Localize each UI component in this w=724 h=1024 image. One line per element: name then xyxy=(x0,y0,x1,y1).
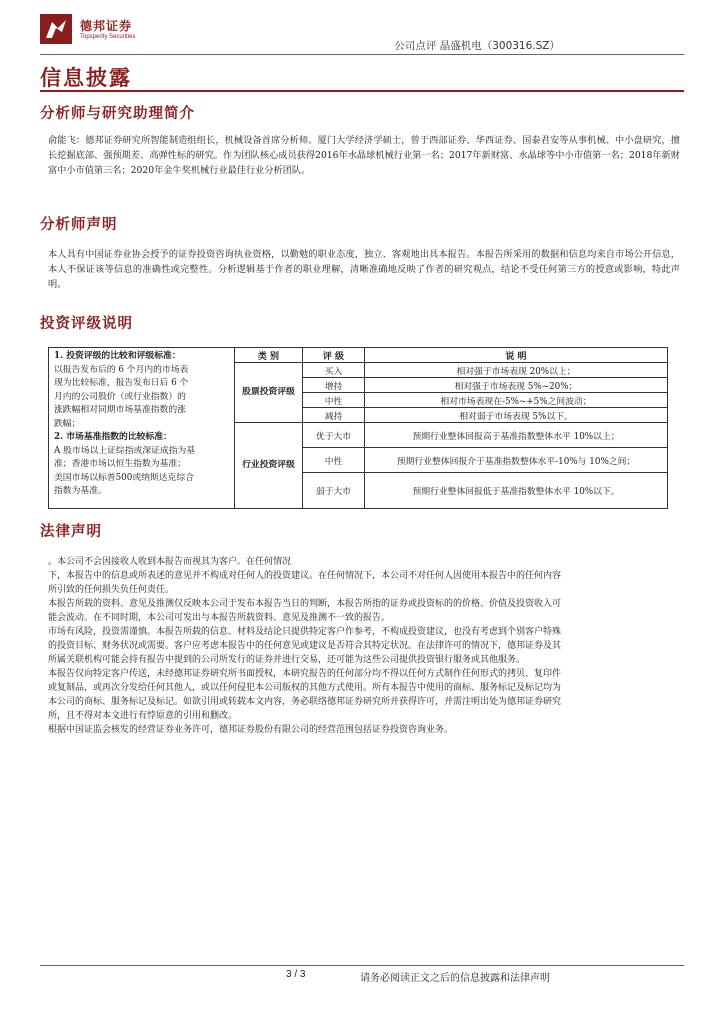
legal-line: 或复制品，或再次分发给任何其他人，或以任何侵犯本公司版权的其他方式使用。所有本报告中使用的商标、服务标记及标记均为 xyxy=(48,683,562,693)
grade-description: 相对市场表现在-5%~+5%之间波动； xyxy=(365,393,668,408)
rating-table xyxy=(48,347,668,509)
page-number: 3 / 3 xyxy=(286,969,306,980)
analyst-intro-text: 俞能飞：德邦证券研究所智能制造组组长，机械设备首席分析师。厦门大学经济学硕士，曾于西部证券、华西证券、国泰君安等从事机械、中小盘研究，擅长挖掘底部、强预期差、高弹性标的研究。作为团队核心成员获得2016年水晶球机械行业第一名；2017年新财富、水晶球等中小市值第一名；2018年新财富中小市值第三名；2020年金牛奖机械行业最佳行业分析团队。 xyxy=(48,135,680,176)
company-logo xyxy=(40,14,170,46)
section-title-analyst-intro: 分析师与研究助理简介 xyxy=(40,106,195,122)
title-divider xyxy=(40,90,684,92)
legal-line: 所属关联机构可能会持有报告中提到的公司所发行的证券并进行交易，还可能为这些公司提供投资银行服务或其他服务。 xyxy=(48,655,526,665)
grade-cell: 增持 xyxy=(303,378,365,393)
legal-line: 的投资目标、财务状况或需要。客户应考虑本报告中的任何意见或建议是否符合其特定状况。在法律许可的情况下，德邦证券及其 xyxy=(48,641,562,651)
report-reference: 公司点评 晶盛机电（300316.SZ） xyxy=(394,40,560,52)
section-title-rating: 投资评级说明 xyxy=(40,316,133,332)
header-divider xyxy=(40,54,684,55)
grade-cell: 买入 xyxy=(303,363,365,378)
section-title-legal: 法律声明 xyxy=(40,524,102,540)
legal-line: 本报告仅向特定客户传送，未经德邦证券研究所书面授权，本研究报告的任何部分均不得以任何方式制作任何形式的拷贝、复印件 xyxy=(48,669,562,679)
page-header xyxy=(40,14,684,56)
industry-rating-category: 行业投资评级 xyxy=(235,423,303,509)
section-title-analyst-statement: 分析师声明 xyxy=(40,217,118,233)
grade-description: 相对弱于市场表现 5%以下。 xyxy=(365,408,668,423)
grade-cell: 中性 xyxy=(303,448,365,473)
criteria-line: 跌幅； xyxy=(54,418,81,429)
stock-rating-category: 股票投资评级 xyxy=(235,363,303,423)
logo-mark-icon xyxy=(40,14,72,44)
grade-description: 预期行业整体回报低于基准指数整体水平 10%以下。 xyxy=(365,473,668,509)
legal-line: 下，本报告中的信息或所表述的意见并不构成对任何人的投资建议。在任何情况下，本公司不对任何人因使用本报告中的任何内容 xyxy=(48,571,562,581)
legal-line: 根据中国证监会核发的经营证券业务许可，德邦证券股份有限公司的经营范围包括证券投资咨询业务。 xyxy=(48,725,454,735)
criteria-line: 指数为基准。 xyxy=(54,486,107,496)
criteria-line: 月内的公司股价（或行业指数）的 xyxy=(54,391,186,402)
grade-description: 预期行业整体回报介于基准指数整体水平-10%与 10%之间； xyxy=(365,448,668,473)
header-grade: 评 级 xyxy=(303,348,365,363)
criteria-line: 准；香港市场以恒生指数为基准； xyxy=(54,459,186,469)
page-title: 信息披露 xyxy=(40,66,132,90)
legal-line: 市场有风险，投资需谨慎。本报告所载的信息、材料及结论只提供特定客户作参考，不构成投资建议，也没有考虑到个别客户特殊 xyxy=(48,627,562,637)
grade-cell: 弱于大市 xyxy=(303,473,365,509)
legal-line: 所，且不得对本文进行有悖原意的引用和删改。 xyxy=(48,711,238,721)
analyst-statement-text: 本人具有中国证券业协会授予的证券投资咨询执业资格，以勤勉的职业态度，独立、客观地出具本报告。本报告所采用的数据和信息均来自市场公开信息，本人不保证该等信息的准确性或完整性。分析逻辑基于作者的职业理解，清晰准确地反映了作者的研究观点，结论不受任何第三方的授意或影响，特此声明。 xyxy=(48,249,680,290)
legal-line: 。本公司不会因接收人收到本报告而视其为客户。在任何情况 xyxy=(48,557,292,567)
criteria-line: 涨跌幅相对同期市场基准指数的涨 xyxy=(54,405,186,415)
legal-line: 能会波动。在不同时期，本公司可发出与本报告所载资料、意见及推测不一致的报告。 xyxy=(48,613,391,623)
grade-description: 预期行业整体回报高于基准指数整体水平 10%以上； xyxy=(365,423,668,448)
grade-cell: 中性 xyxy=(303,393,365,408)
header-category: 类 别 xyxy=(235,348,303,363)
logo-text-en: Topsperity Securities xyxy=(80,34,136,40)
criteria-line: A 股市场以上证综指或深证成指为基 xyxy=(54,445,196,456)
grade-description: 相对强于市场表现 20%以上； xyxy=(365,363,668,378)
legal-line: 所引致的任何损失负任何责任。 xyxy=(48,585,175,595)
legal-line: 本公司的商标、服务标记及标记。如欲引用或转载本文内容，务必联络德邦证券研究所并获得许可，并需注明出处为德邦证券研究 xyxy=(48,697,562,707)
grade-description: 相对强于市场表现 5%~20%； xyxy=(365,378,668,393)
criteria-line: 2. 市场基准指数的比较标准： xyxy=(54,432,172,442)
criteria-line: 以报告发布后的 6 个月内的市场表 xyxy=(54,364,189,375)
grade-cell: 减持 xyxy=(303,408,365,423)
logo-text-cn: 德邦证券 xyxy=(80,19,133,33)
legal-line: 本报告所载的资料、意见及推测仅反映本公司于发布本报告当日的判断，本报告所指的证券或投资标的的价格、价值及投资收入可 xyxy=(48,599,562,609)
grade-cell: 优于大市 xyxy=(303,423,365,448)
header-description: 说 明 xyxy=(365,348,668,363)
criteria-line: 1. 投资评级的比较和评级标准： xyxy=(54,351,181,361)
criteria-line: 现为比较标准，报告发布日后 6 个 xyxy=(54,378,189,388)
criteria-line: 美国市场以标普500或纳斯达克综合 xyxy=(54,472,194,483)
footer-disclaimer: 请务必阅读正文之后的信息披露和法律声明 xyxy=(360,973,550,984)
footer-divider xyxy=(40,965,684,966)
rating-criteria-cell xyxy=(49,348,235,509)
